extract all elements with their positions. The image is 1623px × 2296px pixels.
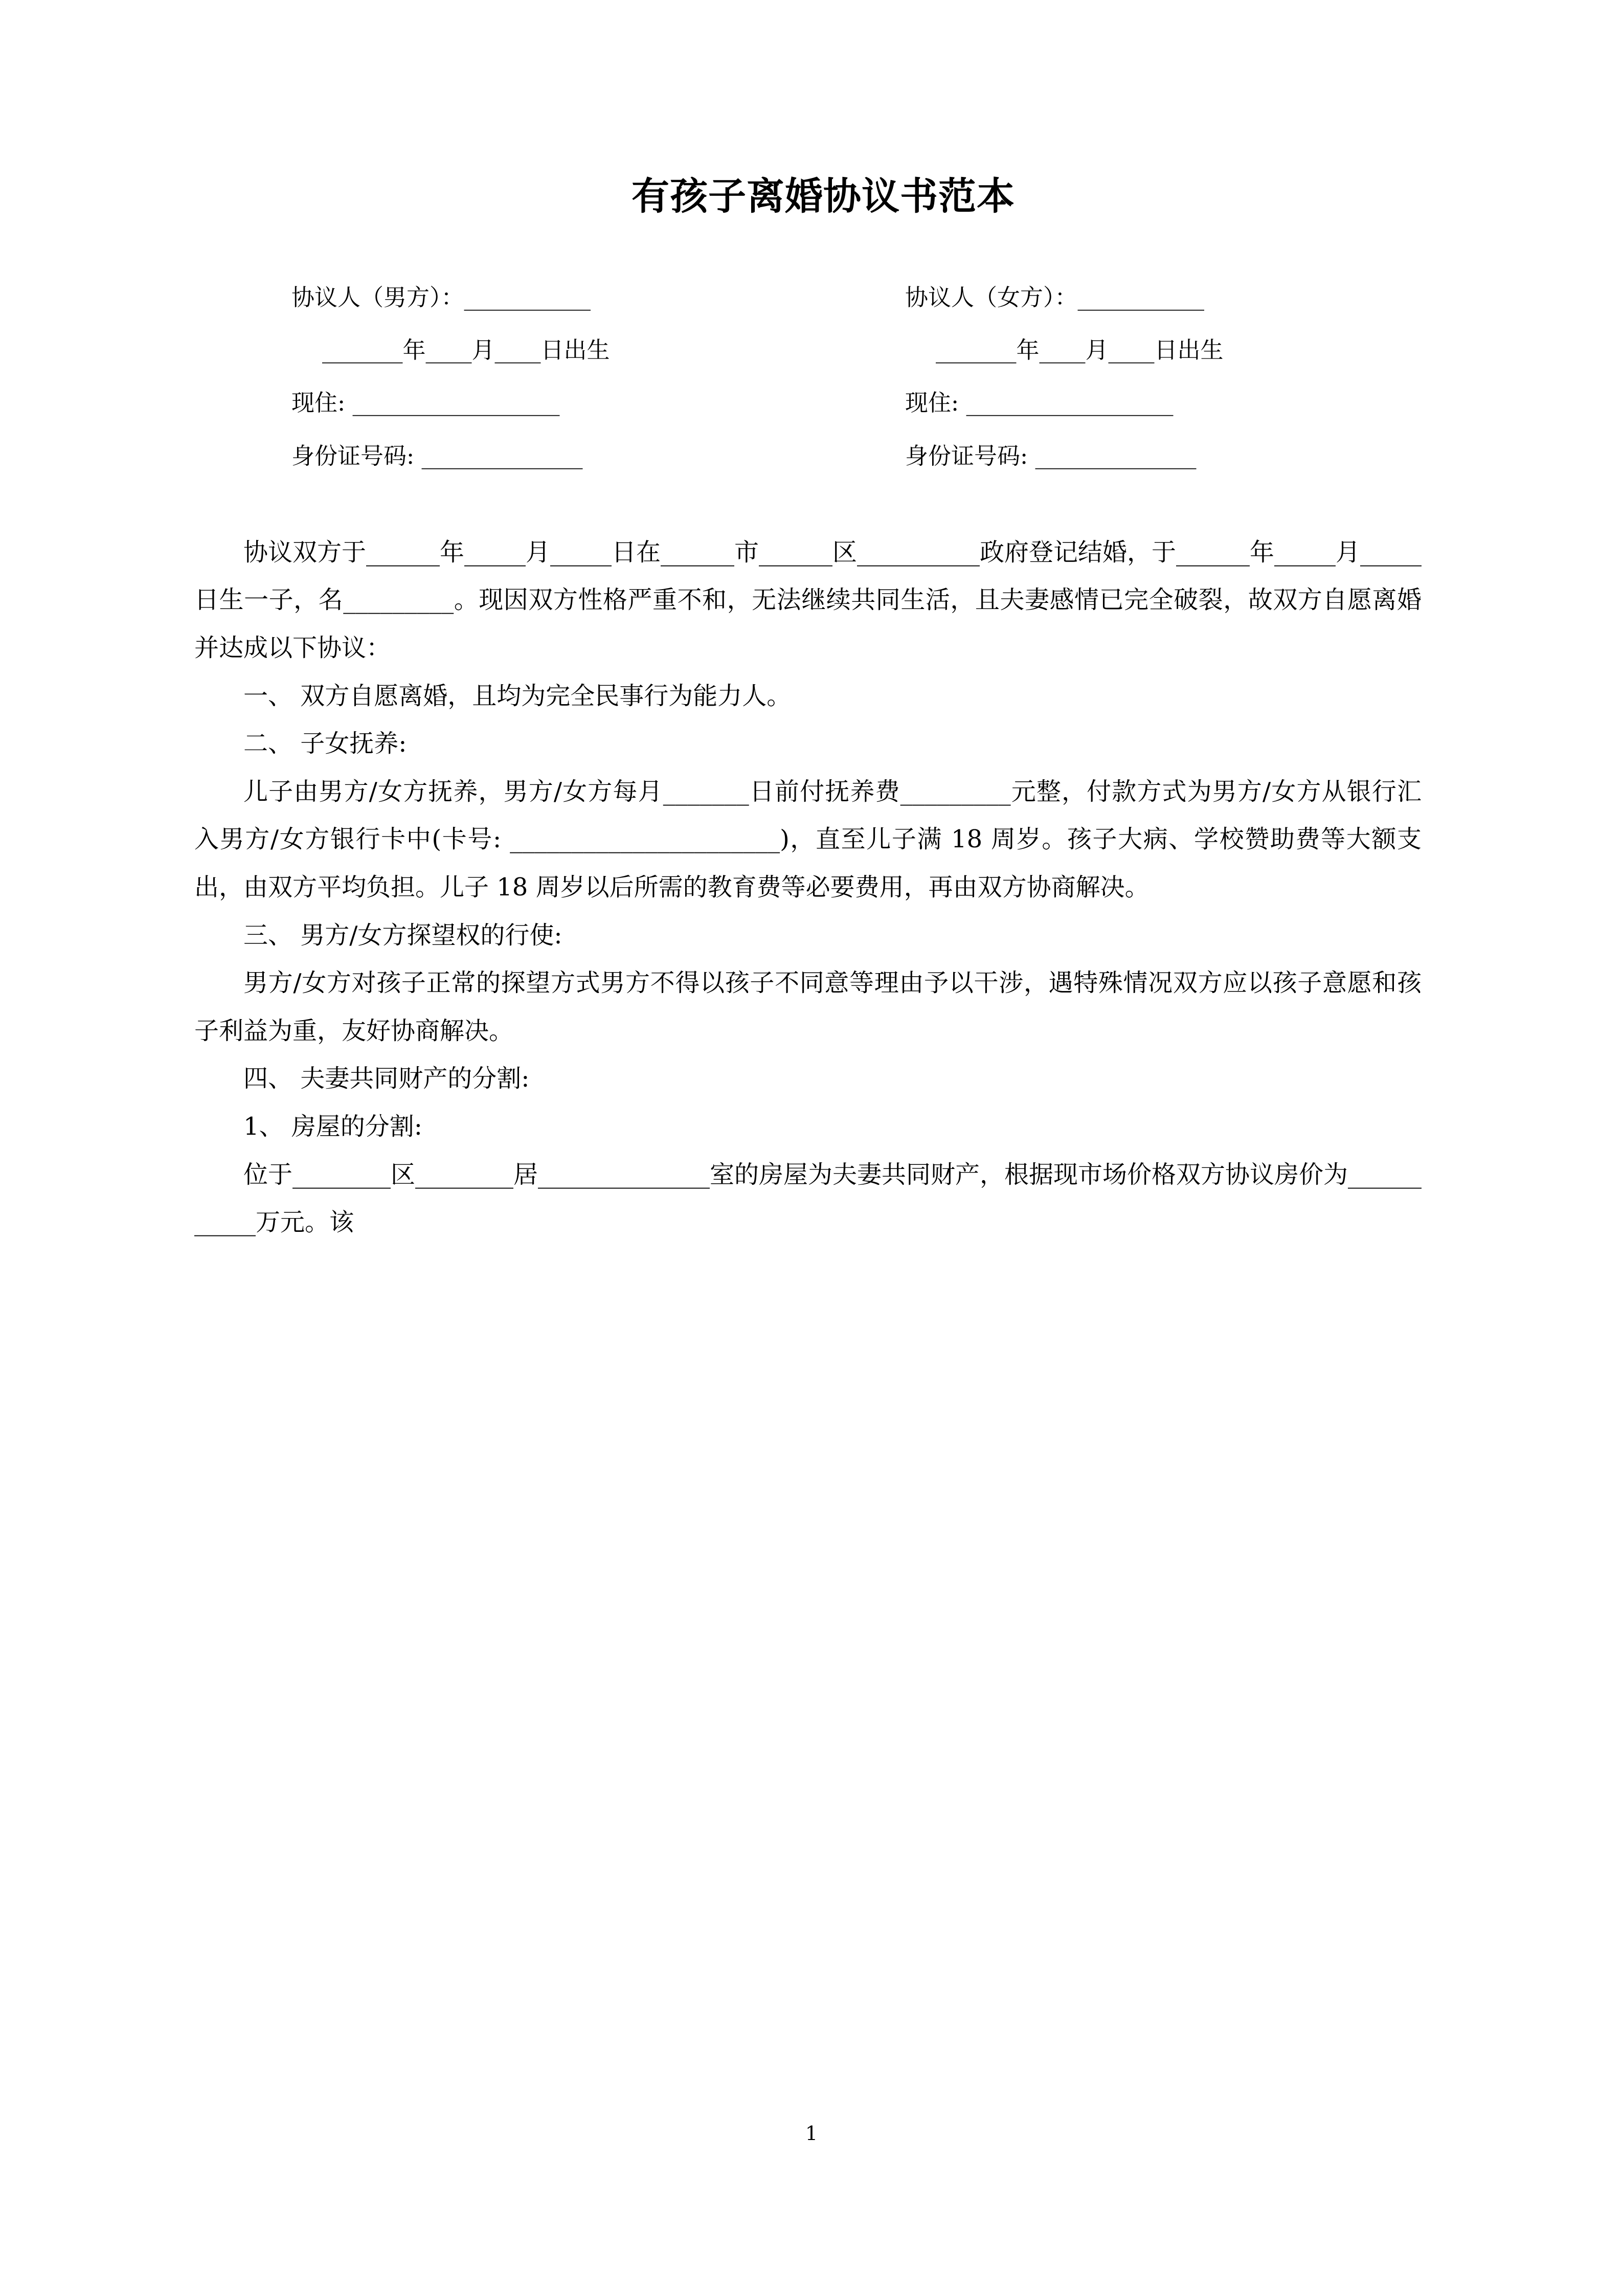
paragraph-clause-4-heading: 四、 夫妻共同财产的分割: (243, 1064, 530, 1093)
paragraph-clause-4-item-1-body: 位于________区________居______________室的房屋为夫妻共同财产，根据现市场价格双方协议房价为___________万元。该 (194, 1160, 1422, 1237)
page-number: 1 (805, 2122, 818, 2145)
party-row (194, 281, 1422, 314)
party-female-name-line: 协议人（女方）：___________ (905, 283, 1205, 311)
paragraph-clause-3-heading: 三、 男方/女方探望权的行使: (243, 920, 562, 950)
party-male-name-line: 协议人（男方）：___________ (291, 283, 591, 311)
page-title: 有孩子离婚协议书范本 (632, 174, 1015, 218)
document-content (194, 0, 1422, 1247)
paragraph-clause-1: 一、 双方自愿离婚，且均为完全民事行为能力人。 (243, 681, 792, 710)
party-male-address-line: 现住: __________________ (291, 389, 560, 417)
party-female-birthdate-line: _______年____月____日出生 (936, 336, 1224, 364)
document-body (194, 529, 1422, 1247)
paragraph-clause-4-item-1-heading: 1、 房屋的分割: (243, 1112, 422, 1141)
party-row (194, 333, 1422, 367)
party-female-id-line: 身份证号码: ______________ (905, 442, 1197, 469)
paragraph-clause-3-body: 男方/女方对孩子正常的探望方式男方不得以孩子不同意等理由予以干涉，遇特殊情况双方应以孩子意愿和孩子利益为重，友好协商解决。 (194, 969, 1422, 1045)
party-row (194, 386, 1422, 419)
paragraph-clause-2-heading: 二、 子女抚养: (243, 729, 407, 758)
party-row (194, 439, 1422, 472)
paragraph-clause-2-body: 儿子由男方/女方抚养，男方/女方每月_______日前付抚养费_________元整，付款方式为男方/女方从银行汇入男方/女方银行卡中(卡号: ______________________)，直至儿子满 18 周岁。孩子大病、学校赞助费等大额支出，由双方平均负担。儿子 18 周岁以后所需的教育费等必要费用，再由双方协商解决。 (194, 777, 1422, 902)
party-male-id-line: 身份证号码: ______________ (291, 442, 583, 469)
party-male-birthdate-line: _______年____月____日出生 (322, 336, 610, 364)
parties-header-block (194, 281, 1422, 472)
paragraph-preamble: 协议双方于______年_____月_____日在______市______区__________政府登记结婚，于______年_____月_____日生一子，名_________。现因双方性格严重不和，无法继续共同生活，且夫妻感情已完全破裂，故双方自愿离婚并达成以下协议： (194, 537, 1422, 662)
party-female-address-line: 现住: __________________ (905, 389, 1174, 417)
